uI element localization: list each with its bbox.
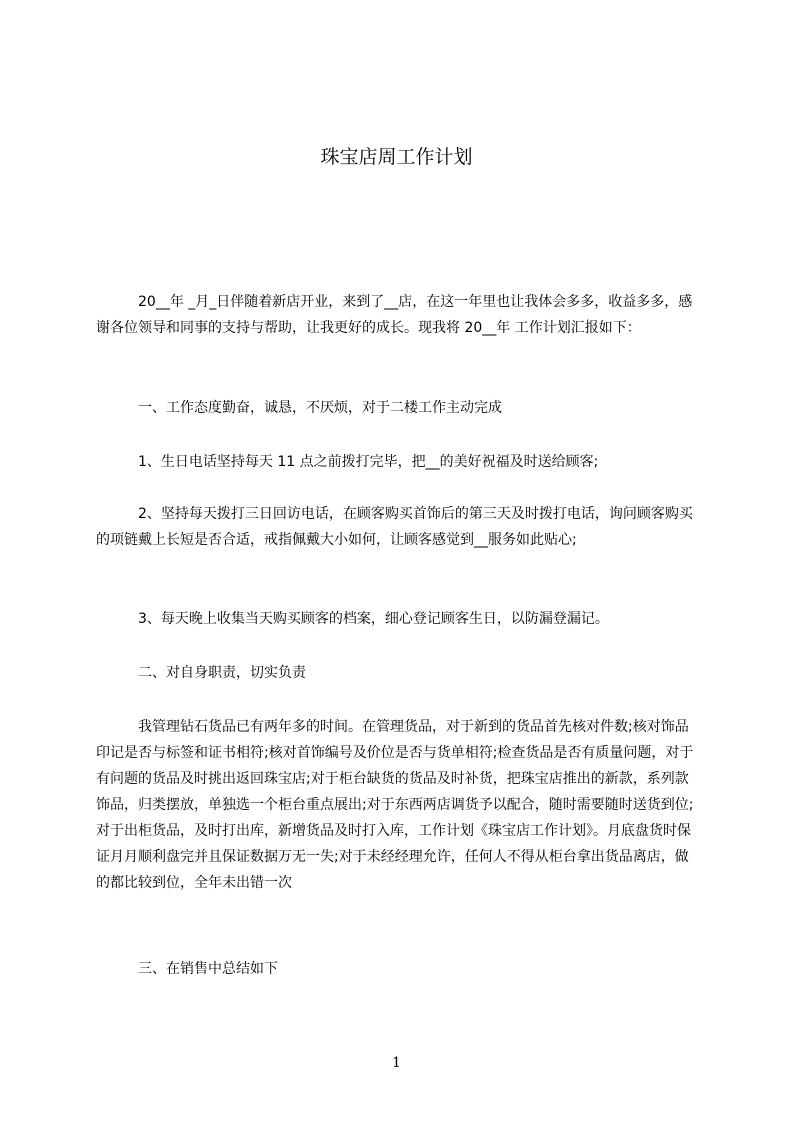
section-1-heading: 一、工作态度勤奋，诚恳，不厌烦，对于二楼工作主动完成 xyxy=(138,400,502,416)
section-2-body: 我管理钻石货品已有两年多的时间。在管理货品，对于新到的货品首先核对件数;核对饰品印记是否与标签和证书相符;核对首饰编号及价位是否与货单相符;检查货品是否有质量问题，对于有问题的货品及时挑出返回珠宝店;对于柜台缺货的货品及时补货，把珠宝店推出的新款，系列款饰品，归类摆放，单独选一个柜台重点展出;对于东西两店调货予以配合，随时需要随时送货到位;对于出柜货品，及时打出库，新增货品及时打入库，工作计划《珠宝店工作计划》。月底盘货时保证月月顺利盘完并且保证数据万无一失;对于未经经理允许，任何人不得从柜台拿出货品离店，做的都比较到位，全年未出错一次 xyxy=(96,719,694,891)
section-1-item-2: 2、坚持每天拨打三日回访电话，在顾客购买首饰后的第三天及时拨打电话，询问顾客购买的项链戴上长短是否合适，戒指佩戴大小如何，让顾客感觉到__服务如此贴心; xyxy=(96,506,693,548)
page-number: 1 xyxy=(392,1055,401,1071)
intro-paragraph: 20__年 _月_日伴随着新店开业，来到了__店，在这一年里也让我体会多多，收益多多，感谢各位领导和同事的支持与帮助，让我更好的成长。现我将 20__年 工作计划汇报如下： xyxy=(96,294,693,336)
document-title: 珠宝店周工作计划 xyxy=(320,146,473,168)
section-1-item-3: 3、每天晚上收集当天购买顾客的档案，细心登记顾客生日，以防漏登漏记。 xyxy=(138,611,609,627)
section-3-heading: 三、在销售中总结如下 xyxy=(138,961,278,977)
section-1-item-1: 1、生日电话坚持每天 11 点之前拨打完毕，把__的美好祝福及时送给顾客; xyxy=(138,454,599,470)
section-2-heading: 二、对自身职责，切实负责 xyxy=(138,665,306,681)
